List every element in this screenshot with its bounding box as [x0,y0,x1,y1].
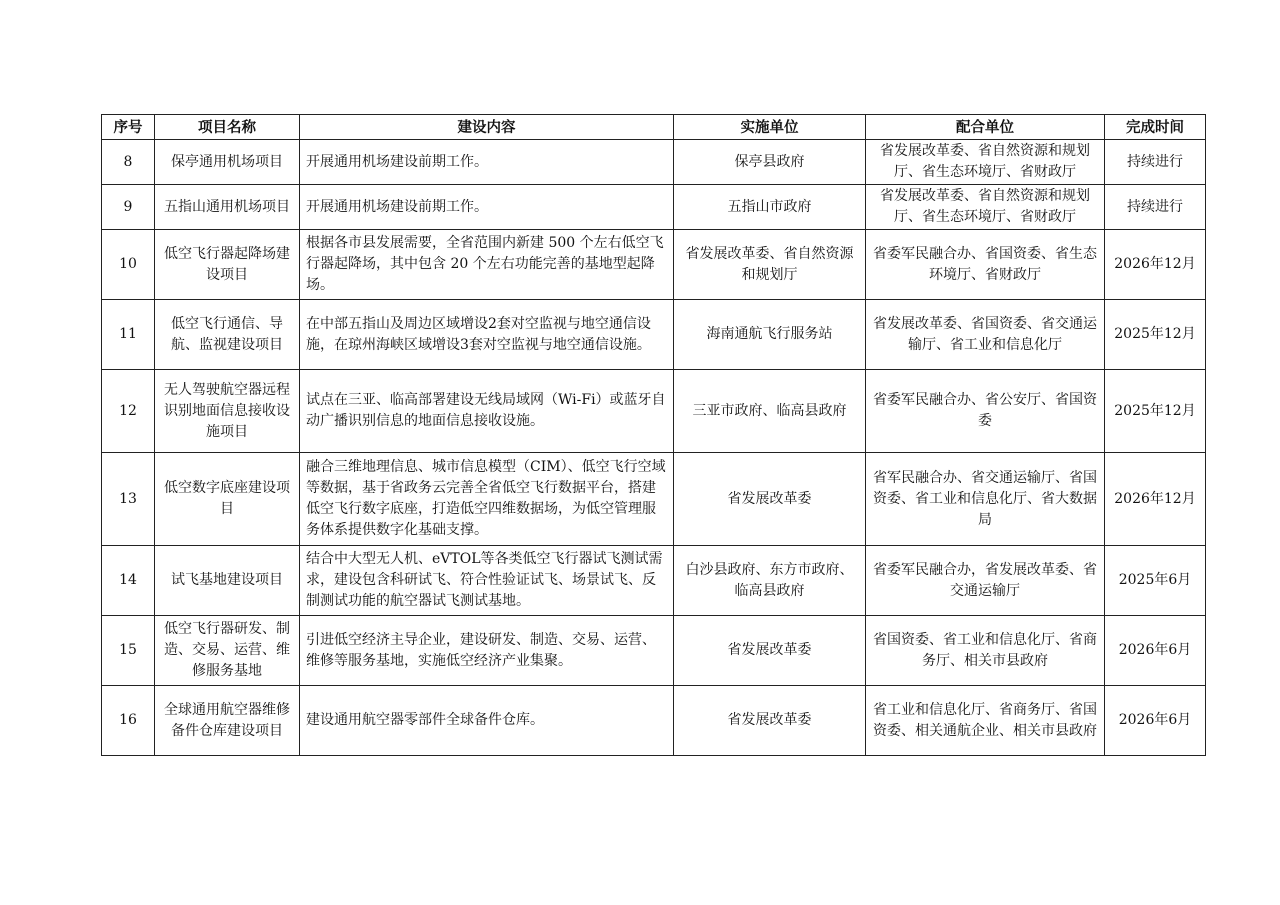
cell-project-name: 无人驾驶航空器远程识别地面信息接收设施项目 [155,370,300,453]
cell-deadline: 2025年12月 [1105,370,1206,453]
cell-project-name: 低空飞行器起降场建设项目 [155,230,300,300]
cell-partners: 省发展改革委、省自然资源和规划厅、省生态环境厅、省财政厅 [866,185,1105,230]
cell-implementer: 省发展改革委 [674,453,866,546]
cell-no: 10 [102,230,155,300]
cell-partners: 省委军民融合办、省公安厅、省国资委 [866,370,1105,453]
cell-implementer: 省发展改革委、省自然资源和规划厅 [674,230,866,300]
cell-partners: 省发展改革委、省国资委、省交通运输厅、省工业和信息化厅 [866,300,1105,370]
cell-project-name: 试飞基地建设项目 [155,546,300,616]
cell-implementer: 省发展改革委 [674,686,866,756]
table-row [102,370,1206,453]
cell-project-name: 全球通用航空器维修备件仓库建设项目 [155,686,300,756]
table-row [102,185,1206,230]
cell-content: 试点在三亚、临高部署建设无线局域网（Wi-Fi）或蓝牙自动广播识别信息的地面信息接收设施。 [300,370,674,453]
cell-implementer: 三亚市政府、临高县政府 [674,370,866,453]
table-row [102,546,1206,616]
cell-project-name: 保亭通用机场项目 [155,140,300,185]
cell-deadline: 2026年12月 [1105,453,1206,546]
header-implementer: 实施单位 [674,115,866,140]
cell-content: 结合中大型无人机、eVTOL等各类低空飞行器试飞测试需求，建设包含科研试飞、符合性验证试飞、场景试飞、反制测试功能的航空器试飞测试基地。 [300,546,674,616]
cell-deadline: 2025年6月 [1105,546,1206,616]
cell-content: 融合三维地理信息、城市信息模型（CIM）、低空飞行空域等数据，基于省政务云完善全省低空飞行数据平台，搭建低空飞行数字底座，打造低空四维数据场，为低空管理服务体系提供数字化基础支撑。 [300,453,674,546]
header-partners: 配合单位 [866,115,1105,140]
cell-no: 16 [102,686,155,756]
table-row [102,140,1206,185]
cell-partners: 省委军民融合办，省发展改革委、省交通运输厅 [866,546,1105,616]
cell-content: 开展通用机场建设前期工作。 [300,140,674,185]
cell-no: 9 [102,185,155,230]
cell-implementer: 五指山市政府 [674,185,866,230]
cell-content: 引进低空经济主导企业，建设研发、制造、交易、运营、维修等服务基地，实施低空经济产业集聚。 [300,616,674,686]
cell-partners: 省国资委、省工业和信息化厅、省商务厅、相关市县政府 [866,616,1105,686]
cell-implementer: 保亭县政府 [674,140,866,185]
table-row [102,300,1206,370]
cell-content: 根据各市县发展需要，全省范围内新建 500 个左右低空飞行器起降场，其中包含 20 个左右功能完善的基地型起降场。 [300,230,674,300]
cell-content: 开展通用机场建设前期工作。 [300,185,674,230]
cell-content: 建设通用航空器零部件全球备件仓库。 [300,686,674,756]
cell-partners: 省委军民融合办、省国资委、省生态环境厅、省财政厅 [866,230,1105,300]
cell-deadline: 持续进行 [1105,140,1206,185]
cell-no: 8 [102,140,155,185]
cell-implementer: 省发展改革委 [674,616,866,686]
cell-project-name: 低空飞行器研发、制造、交易、运营、维修服务基地 [155,616,300,686]
cell-deadline: 2026年12月 [1105,230,1206,300]
cell-project-name: 五指山通用机场项目 [155,185,300,230]
table-row [102,616,1206,686]
cell-partners: 省工业和信息化厅、省商务厅、省国资委、相关通航企业、相关市县政府 [866,686,1105,756]
cell-project-name: 低空飞行通信、导航、监视建设项目 [155,300,300,370]
cell-no: 15 [102,616,155,686]
cell-no: 12 [102,370,155,453]
cell-content: 在中部五指山及周边区域增设2套对空监视与地空通信设施，在琼州海峡区域增设3套对空监视与地空通信设施。 [300,300,674,370]
header-deadline: 完成时间 [1105,115,1206,140]
cell-deadline: 2026年6月 [1105,616,1206,686]
cell-deadline: 2025年12月 [1105,300,1206,370]
cell-no: 11 [102,300,155,370]
cell-deadline: 持续进行 [1105,185,1206,230]
cell-partners: 省军民融合办、省交通运输厅、省国资委、省工业和信息化厅、省大数据局 [866,453,1105,546]
table-row [102,230,1206,300]
header-project-name: 项目名称 [155,115,300,140]
table-header-row [102,115,1206,140]
project-table [101,114,1206,756]
cell-no: 13 [102,453,155,546]
cell-partners: 省发展改革委、省自然资源和规划厅、省生态环境厅、省财政厅 [866,140,1105,185]
cell-implementer: 白沙县政府、东方市政府、临高县政府 [674,546,866,616]
table-row [102,453,1206,546]
cell-no: 14 [102,546,155,616]
table-row [102,686,1206,756]
cell-deadline: 2026年6月 [1105,686,1206,756]
cell-project-name: 低空数字底座建设项目 [155,453,300,546]
cell-implementer: 海南通航飞行服务站 [674,300,866,370]
header-no: 序号 [102,115,155,140]
header-content: 建设内容 [300,115,674,140]
